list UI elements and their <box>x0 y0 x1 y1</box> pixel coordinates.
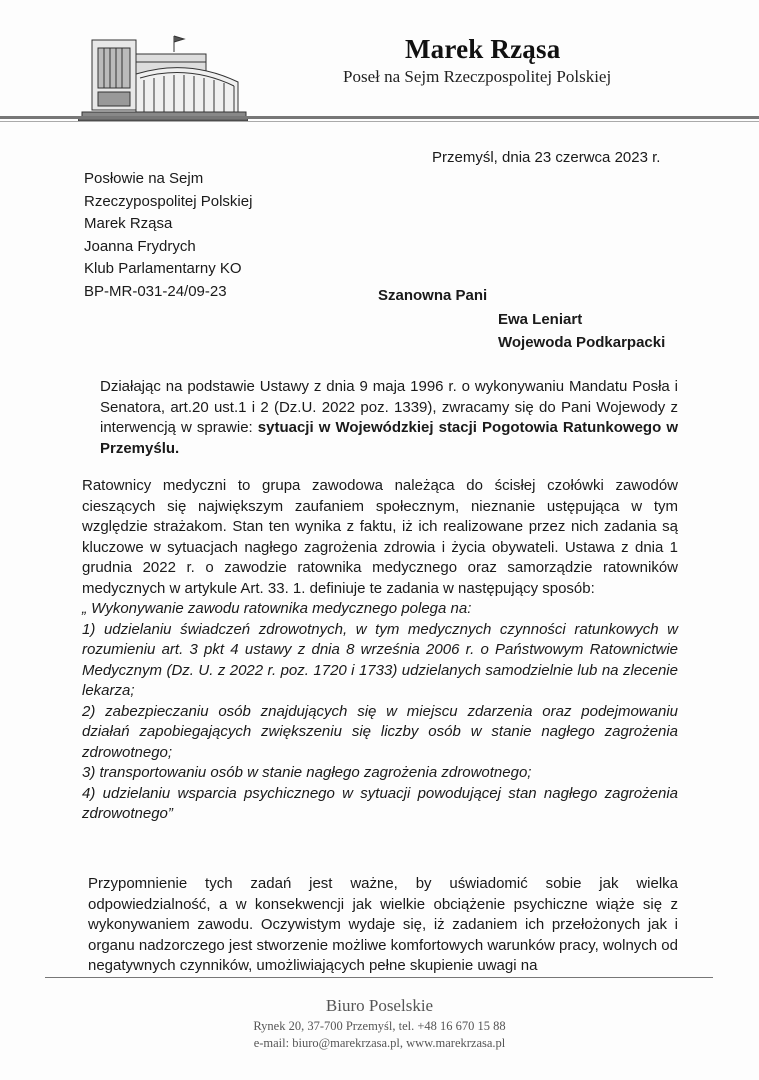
paramedics-text: Ratownicy medyczni to grupa zawodowa należąca do ścisłej czołówki zawodów cieszących się największym zaufaniem społecznym, nieznanie ustępująca w tym względzie strażakom. Stan ten wynika z faktu, iż ich realizowane przez nich zadania są kluczowe w sytuacjach nagłego zagrożenia zdrowia i życia obywateli. Ustawa z dnia 1 grudnia 2022 r. o zawodzie ratownika medycznego oraz samorządzie ratowników medycznych w artykule Art. 33. 1. definiuje te zadania w następujący sposób: <box>82 477 678 597</box>
footer-divider <box>45 977 713 978</box>
quote-line: „ Wykonywanie zawodu ratownika medycznego polega na: <box>82 600 472 617</box>
reminder-text: Przypomnienie tych zadań jest ważne, by uświadomić sobie jak wielka odpowiedzialność, a w konsekwencji jak wielkie obciążenie psychiczne wiąże się z wykonywaniem zawodu. Oczywistym wydaje się, iż zadaniem ich przełożonych jak i organu nadzorczego jest stworzenie możliwe komfortowych warunków pracy, wolnych od negatywnych czynników, umożliwiających pełne skupienie uwagi na <box>88 875 678 974</box>
sender-line: Posłowie na Sejm <box>84 170 204 187</box>
letterhead-name: Marek Rząsa <box>405 34 561 64</box>
intro-text: Działając na podstawie Ustawy z dnia 9 maja 1996 r. o wykonywaniu Mandatu Posła i Senatora, art.20 ust.1 i 2 (Dz.U. 2022 poz. 1339), zwracamy się do Pani Wojewody z interwencją w sprawie: <box>100 378 678 436</box>
paragraph-intro <box>82 377 678 459</box>
sender-line: Klub Parlamentarny KO <box>84 260 242 277</box>
addressee-office: Wojewoda Podkarpacki <box>498 334 666 351</box>
sender-block <box>84 168 252 303</box>
date-line: Przemyśl, dnia 23 czerwca 2023 r. <box>432 149 661 166</box>
paragraph-paramedics <box>82 476 678 825</box>
quote-line: 3) transportowaniu osób w stanie nagłego zagrożenia zdrowotnego; <box>82 764 532 781</box>
letterhead-title: Poseł na Sejm Rzeczpospolitej Polskiej <box>343 67 612 86</box>
footer-contact: e-mail: biuro@marekrzasa.pl, www.marekrzasa.pl <box>253 1036 506 1050</box>
addressee-name: Ewa Leniart <box>498 311 583 328</box>
sender-line: Joanna Frydrych <box>84 237 196 255</box>
intro-subject: sytuacji w Wojewódzkiej stacji Pogotowia Ratunkowego w Przemyślu. <box>100 419 679 457</box>
letterhead-divider <box>0 116 759 119</box>
sender-reference-number: BP-MR-031-24/09-23 <box>84 282 227 300</box>
quote-line: 1) udzielaniu świadczeń zdrowotnych, w tym medycznych czynności ratunkowych w rozumieniu art. 3 pkt 4 ustawy z dnia 8 września 2006 r. o Państwowym Ratownictwie Medycznym (Dz. U. z 2022 r. poz. 1720 i 1733) udzielanych samodzielnie lub na zlecenie lekarza; <box>82 620 678 699</box>
statute-quote <box>82 599 678 825</box>
quote-line: 4) udzielaniu wsparcia psychicznego w sytuacji powodującej stan nagłego zagrożenia zdrowotnego” <box>82 784 678 822</box>
paragraph-reminder <box>82 874 678 977</box>
footer-address: Rynek 20, 37-700 Przemyśl, tel. +48 16 670 15 88 <box>253 1019 506 1033</box>
sender-line: Rzeczypospolitej Polskiej <box>84 192 253 210</box>
quote-line: 2) zabezpieczaniu osób znajdujących się w miejscu zdarzenia oraz podejmowaniu działań zapobiegających zwiększeniu się liczby osób w stanie nagłego zagrożenia zdrowotnego; <box>82 702 678 761</box>
sender-line: Marek Rząsa <box>84 215 173 232</box>
letterhead-divider-thin <box>0 121 759 122</box>
addressee-salutation: Szanowna Pani <box>378 287 488 304</box>
sejm-building-logo <box>78 32 248 124</box>
footer-title: Biuro Poselskie <box>325 996 434 1015</box>
